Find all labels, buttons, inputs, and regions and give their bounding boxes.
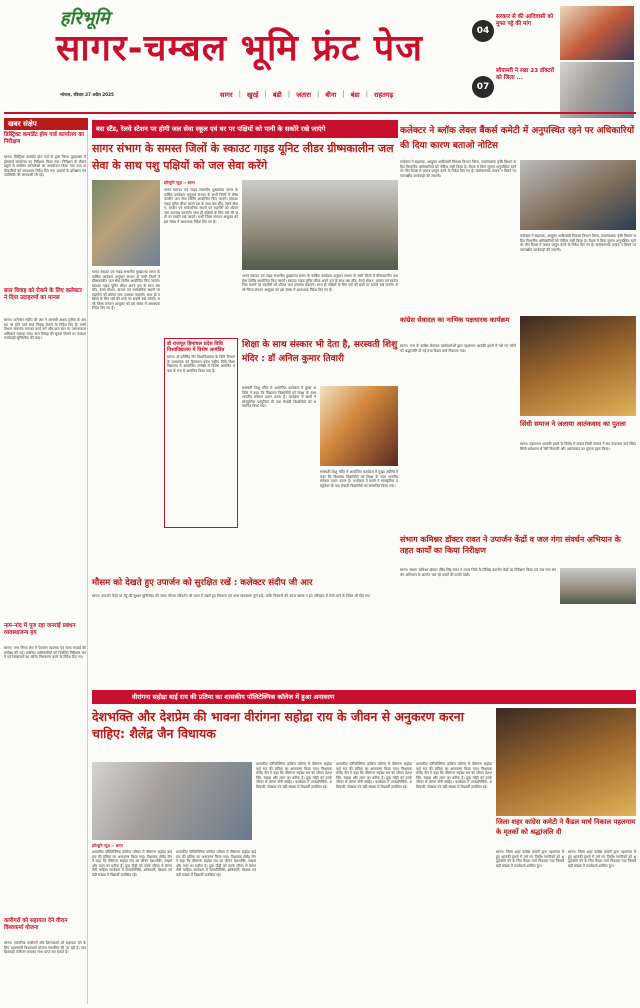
top-rule: [4, 112, 636, 114]
bottom-body: शासकीय पॉलिटेक्निक कॉलेज परिसर में वीरांगना सहोद्रा बाई राय की प्रतिमा का अनावरण किया गया। विधायक शैलेंद्र जैन ने कहा कि वीरांगना सहोद्रा राय का जीवन देशभक्ति, साहस और त्याग का प्रतीक है। युवा पीढ़ी को उनके जीवन से प्रेरणा लेनी चाहिए। कार्यक्रम में जनप्रतिनिधि, अधिकारी, शिक्षक एवं बड़ी संख्या में विद्यार्थी उपस्थित रहे।: [92, 850, 172, 877]
candle-march-photo: [496, 708, 636, 816]
brief-headline: कारीगरों को सहायता देने वीरान विश्वकर्मा योजना: [4, 918, 68, 931]
brand-logo: हरिभूमि: [60, 8, 110, 29]
lead-body-continued: भारत स्काउट एवं गाइड संभागीय मुख्यालय सागर के वार्षिक कार्यक्रम अनुसार संभाग के सभी जिलों में ग्रीष्मकालीन जल सेवा शिविर आयोजित किए जाएंगे। स्काउट गाइड यूनिट लीडर अपने दल के साथ बस स्टैंड, रेलवे स्टेशन, बाजार एवं सार्वजनिक स्थानों पर राहगीरों को शीतल जल उपलब्ध कराएंगे। साथ ही पक्षियों के लिए घरों की छतों पर सकोरे रखे जाएंगे। सभी जिला संगठन आयुक्त को इस संबंध में आवश्यक निर्देश दिए गए हैं।: [242, 274, 398, 292]
city-separator: |: [238, 90, 241, 98]
teaser-number: 04: [472, 20, 494, 42]
lead-body: भारत स्काउट एवं गाइड संभागीय मुख्यालय सागर के वार्षिक कार्यक्रम अनुसार संभाग के सभी जिलों में ग्रीष्मकालीन जल सेवा शिविर आयोजित किए जाएंगे। स्काउट गाइड यूनिट लीडर अपने दल के साथ बस स्टैंड, रेलवे स्टेशन, बाजार एवं सार्वजनिक स्थानों पर राहगीरों को शीतल जल उपलब्ध कराएंगे। साथ ही पक्षियों के लिए घरों की छतों पर सकोरे रखे जाएंगे। सभी जिला संगठन आयुक्त को इस संबंध में आवश्यक निर्देश दिए गए हैं।: [164, 188, 238, 224]
city-link[interactable]: बंडी: [272, 91, 282, 99]
bottom-body-col3: शासकीय पॉलिटेक्निक कॉलेज परिसर में वीरांगना सहोद्रा बाई राय की प्रतिमा का अनावरण किया गया। विधायक शैलेंद्र जैन ने कहा कि वीरांगना सहोद्रा राय का जीवन देशभक्ति, साहस और त्याग का प्रतीक है। युवा पीढ़ी को उनके जीवन से प्रेरणा लेनी चाहिए। कार्यक्रम में जनप्रतिनिधि, अधिकारी, शिक्षक एवं बड़ी संख्या में विद्यार्थी उपस्थित रहे।: [256, 762, 332, 789]
brief-body: सागर। नगर निगम क्षेत्र में पेयजल व्यवस्था एवं साफ सफाई की समीक्षा की गई। संबंधित अधिकारियों को नियमित निरीक्षण करने एवं शिकायतों का त्वरित निराकरण करने के निर्देश दिए गए।: [4, 646, 86, 659]
bottom-right-headline: जिला शहर कांग्रेस कमेटी ने कैंडल मार्च निकाल पहलगाम के मृतकों को श्रद्धांजलि दी: [496, 818, 636, 836]
city-separator: |: [316, 90, 320, 98]
side-box-body: सागर। डॉ हरीसिंह गौर विश्वविद्यालय के विधि विभाग के प्राध्यापक को हिमाचल प्रदेश राष्ट्रीय विधि विश्वविद्यालय में आयोजित संगोष्ठी में विशेष आमंत्रित वक्ता के रूप में आमंत्रित किया गया है।: [167, 355, 235, 373]
bottom-right-body-col2: सागर। जिला शहर कांग्रेस कमेटी द्वारा पहलगाम में हुए आतंकी हमले में मारे गए निर्दोष नागरिकों को श्रद्धांजलि देने के लिए कैंडल मार्च निकाला गया जिसमें बड़ी संख्या में कार्यकर्ता शामिल हुए।: [568, 850, 636, 868]
wide-body: सागर। उपार्जन केंद्रों पर गेहूं की सुरक्षा सुनिश्चित की जाए। मौसम परिवर्तन को ध्यान में रखते हुए तिरपाल एवं अन्य व्यवस्थाएं पूर्ण रखें, ताकि किसानों की उपज खराब न हो। परिवहन में तेजी लाने के निर्देश भी दिए गए।: [92, 594, 371, 598]
city-link[interactable]: राहतगढ़: [374, 91, 394, 99]
lead-body-col2: भारत स्काउट एवं गाइड संभागीय मुख्यालय सागर के वार्षिक कार्यक्रम अनुसार संभाग के सभी जिलों में ग्रीष्मकालीन जल सेवा शिविर आयोजित किए जाएंगे। स्काउट गाइड यूनिट लीडर अपने दल के साथ बस स्टैंड, रेलवे स्टेशन, बाजार एवं सार्वजनिक स्थानों पर राहगीरों को शीतल जल उपलब्ध कराएंगे। साथ ही पक्षियों के लिए घरों की छतों पर सकोरे रखे जाएंगे। सभी जिला संगठन आयुक्त को इस संबंध में आवश्यक निर्देश दिए गए हैं।: [92, 270, 160, 310]
right-photo: [520, 160, 636, 230]
city-separator: |: [365, 90, 369, 98]
brief-body: सागर। पारंपरिक कारीगरों और शिल्पकारों को सहायता देने के लिए प्रधानमंत्री विश्वकर्मा योजना संचालित की जा रही है। पात्र हितग्राही पंजीयन कराकर लाभ प्राप्त कर सकते हैं।: [4, 941, 86, 954]
city-link[interactable]: बंडा: [350, 91, 360, 99]
mid-photo: [320, 386, 398, 466]
dateline: भोपाल, रविवार 27 अप्रैल 2025: [60, 92, 114, 97]
teaser-number: 07: [472, 76, 494, 98]
bottom-headline: देशभक्ति और देशप्रेम की भावना वीरांगना सहोद्रा राय के जीवन से अनुकरण करना चाहिए: शैलेंद्र जैन विधायक: [92, 709, 464, 741]
brief-body: सागर। डिस्ट्रिक्ट कमांडेंट होम गार्ड के द्वारा जिला मुख्यालय में होमगार्ड कार्यालय का निरीक्षण किया गया। निरीक्षण के दौरान ड्यूटी से संबंधित अभिलेखों का अवलोकन किया गया तथा अधिकारियों को आवश्यक निर्देश दिए गए। जवानों के प्रशिक्षण एवं उपस्थिति की जानकारी ली गई।: [4, 155, 86, 177]
brief-headline: बाल विवाह को रोकने के लिए कलेक्टर ने दिया उदाहरणों का मानस: [4, 288, 82, 301]
city-link[interactable]: खुरई: [247, 91, 259, 99]
city-link[interactable]: बीना: [325, 91, 337, 99]
left-column: [4, 118, 88, 1004]
lead-headline: सागर संभाग के समस्त जिलों के स्काउट गाइड यूनिट लीडर ग्रीष्मकालीन जल सेवा के साथ पशु पक्षियों को जल सेवा करेंगे: [92, 142, 394, 172]
small-body: सागर। पहलगाम आतंकी हमले के विरोध में सकल सिंधी समाज ने संत कंवरराम वार्ड स्थित सिंधी धर्मशाला से रैली निकाली और आतंकवाद का पुतला दहन किया।: [520, 442, 636, 451]
teaser-photo: [560, 62, 634, 118]
top-banner: बस स्टैंड, रेलवे स्टेशन पर होगी जल सेवा स्कूल एवं घर पर पक्षियों को पानी के सकोरे रखे जाएंगे: [92, 120, 398, 138]
lead-photo: [92, 180, 160, 266]
city-separator: |: [264, 90, 267, 98]
right-headline: कलेक्टर ने ब्लॉक लेवल बैंकर्स कमेटी में अनुपस्थित रहने पर अधिकारियों की दिया कारण बताओ नोटिस: [400, 126, 635, 151]
small-headline: कांग्रेस सेवादल का नाभिक पक्षधारक कार्यक्रम: [400, 316, 510, 324]
right-body-continued: कलेक्टर ने सहायक, आयुक्त आदिवासी विकास विभाग जिला, उपसंचालक कृषि विभाग सहित विभागीय अधिकारियों को नोटिस जारी किया है। बैठक में बिना सूचना अनुपस्थित रहने पर तीन दिवस में जवाब प्रस्तुत करने के निर्देश दिए गए हैं। संतोषजनक जवाब न मिलने पर एकपक्षीय कार्यवाही की जाएगी।: [520, 234, 636, 252]
lead-photo-2: [242, 180, 398, 270]
news-brief-header: खबर संक्षेप: [4, 118, 88, 130]
city-nav: [220, 90, 460, 104]
bottom-body-col2: शासकीय पॉलिटेक्निक कॉलेज परिसर में वीरांगना सहोद्रा बाई राय की प्रतिमा का अनावरण किया गया। विधायक शैलेंद्र जैन ने कहा कि वीरांगना सहोद्रा राय का जीवन देशभक्ति, साहस और त्याग का प्रतीक है। युवा पीढ़ी को उनके जीवन से प्रेरणा लेनी चाहिए। कार्यक्रम में जनप्रतिनिधि, अधिकारी, शिक्षक एवं बड़ी संख्या में विद्यार्थी उपस्थित रहे।: [176, 850, 256, 877]
city-separator: |: [287, 90, 291, 98]
small-headline: सिंधी समाज ने जलाया आतंकवाद का पुतला: [520, 420, 626, 428]
teaser-1[interactable]: [472, 4, 636, 62]
side-box: [164, 338, 238, 528]
commissioner-headline: संभाग कमिश्नर डॉक्टर रावत ने उपार्जन केंद्रों व जल गंगा संवर्धन अभियान के तहत कार्यों का किया निरीक्षण: [400, 535, 621, 555]
bottom-byline: हरिभूमि न्यूज़ ›› सागर: [92, 843, 123, 848]
city-separator: |: [342, 90, 345, 98]
city-link[interactable]: जतारा: [296, 91, 311, 99]
second-banner: वीरांगना सहोद्रा बाई राय की प्रतिमा का शासकीय पॉलिटेक्निक कॉलेज में हुआ अनावरण: [92, 690, 636, 704]
teaser-text: सरकार से की आदिवासी को मुफ्त पट्टे की मांग: [496, 14, 554, 27]
page-title: सागर-चम्बल भूमि फ्रंट पेज: [56, 28, 423, 69]
wide-headline: मौसम को देखते हुए उपार्जन को सुरक्षित रखें : कलेक्टर संदीप जी आर: [92, 578, 313, 588]
commissioner-body: सागर। संभाग कमिश्नर डॉक्टर वीरेंद्र सिंह रावत ने सागर जिले के विभिन्न उपार्जन केंद्रों का निरीक्षण किया एवं जल गंगा संवर्धन अभियान के अंतर्गत चल रहे कार्यों की प्रगति देखी।: [400, 568, 556, 577]
bottom-photo: [92, 762, 252, 840]
lead-byline: हरिभूमि न्यूज़ ›› सागर: [164, 180, 195, 185]
brief-headline: डिस्ट्रिक्ट कमांडेंट होम गार्ड कार्यालय का निरीक्षण: [4, 132, 84, 145]
side-box-headline: डॉ राजपूत हिमाचल प्रदेश विधि विश्वविद्यालय में विशेष आमंत्रित: [167, 341, 225, 353]
brief-body: सागर। कलेक्टर संदीप जी आर ने आगामी अक्षय तृतीया के अवसर पर होने वाले बाल विवाह रोकने के निर्देश दिए हैं। सभी विभाग समन्वय बनाकर कार्य करें और ग्राम स्तर पर जागरूकता अभियान चलाया जाए। बाल विवाह की सूचना मिलने पर तत्काल कार्यवाही सुनिश्चित की जाए।: [4, 318, 86, 340]
right-body: कलेक्टर ने सहायक, आयुक्त आदिवासी विकास विभाग जिला, उपसंचालक कृषि विभाग सहित विभागीय अधिकारियों को नोटिस जारी किया है। बैठक में बिना सूचना अनुपस्थित रहने पर तीन दिवस में जवाब प्रस्तुत करने के निर्देश दिए गए हैं। संतोषजनक जवाब न मिलने पर एकपक्षीय कार्यवाही की जाएगी।: [400, 160, 516, 178]
mid-body: सरस्वती शिशु मंदिर में आयोजित कार्यक्रम में मुख्य अतिथि ने कहा कि विद्यालय विद्यार्थियों को शिक्षा के साथ भारतीय संस्कार प्रदान करता है। कार्यक्रम में छात्रों ने सांस्कृतिक प्रस्तुतियां दीं तथा मेधावी विद्यार्थियों को सम्मानित किया गया।: [242, 386, 316, 408]
mid-headline: शिक्षा के साथ संस्कार भी देता है, सरस्वती शिशु मंदिर : डॉ अनिल कुमार तिवारी: [242, 340, 398, 364]
city-link[interactable]: सागर: [220, 91, 233, 99]
bottom-right-body: सागर। जिला शहर कांग्रेस कमेटी द्वारा पहलगाम में हुए आतंकी हमले में मारे गए निर्दोष नागरिकों को श्रद्धांजलि देने के लिए कैंडल मार्च निकाला गया जिसमें बड़ी संख्या में कार्यकर्ता शामिल हुए।: [496, 850, 564, 868]
small-body: सागर। नगर के कांग्रेस सेवादल कार्यकर्ताओं द्वारा पहलगाम आतंकी हमले में मारे गए लोगों को श्रद्धांजलि दी गई तथा कैंडल मार्च निकाला गया।: [400, 344, 516, 353]
bottom-body-col5: शासकीय पॉलिटेक्निक कॉलेज परिसर में वीरांगना सहोद्रा बाई राय की प्रतिमा का अनावरण किया गया। विधायक शैलेंद्र जैन ने कहा कि वीरांगना सहोद्रा राय का जीवन देशभक्ति, साहस और त्याग का प्रतीक है। युवा पीढ़ी को उनके जीवन से प्रेरणा लेनी चाहिए। कार्यक्रम में जनप्रतिनिधि, अधिकारी, शिक्षक एवं बड़ी संख्या में विद्यार्थी उपस्थित रहे।: [416, 762, 492, 789]
teaser-photo: [560, 6, 634, 60]
small-photo: [520, 316, 636, 416]
mid-body-continued: सरस्वती शिशु मंदिर में आयोजित कार्यक्रम में मुख्य अतिथि ने कहा कि विद्यालय विद्यार्थियों को शिक्षा के साथ भारतीय संस्कार प्रदान करता है। कार्यक्रम में छात्रों ने सांस्कृतिक प्रस्तुतियां दीं तथा मेधावी विद्यार्थियों को सम्मानित किया गया।: [320, 470, 398, 488]
teaser-text: सौपामरी ने रखा 23 डॉक्टरों को जिला ...: [496, 68, 554, 81]
bottom-body-col4: शासकीय पॉलिटेक्निक कॉलेज परिसर में वीरांगना सहोद्रा बाई राय की प्रतिमा का अनावरण किया गया। विधायक शैलेंद्र जैन ने कहा कि वीरांगना सहोद्रा राय का जीवन देशभक्ति, साहस और त्याग का प्रतीक है। युवा पीढ़ी को उनके जीवन से प्रेरणा लेनी चाहिए। कार्यक्रम में जनप्रतिनिधि, अधिकारी, शिक्षक एवं बड़ी संख्या में विद्यार्थी उपस्थित रहे।: [336, 762, 412, 789]
brief-headline: नाम-नांद में पूज रहा जनरांई प्रबंधन व्यवस्थाजन्य हय: [4, 623, 76, 636]
